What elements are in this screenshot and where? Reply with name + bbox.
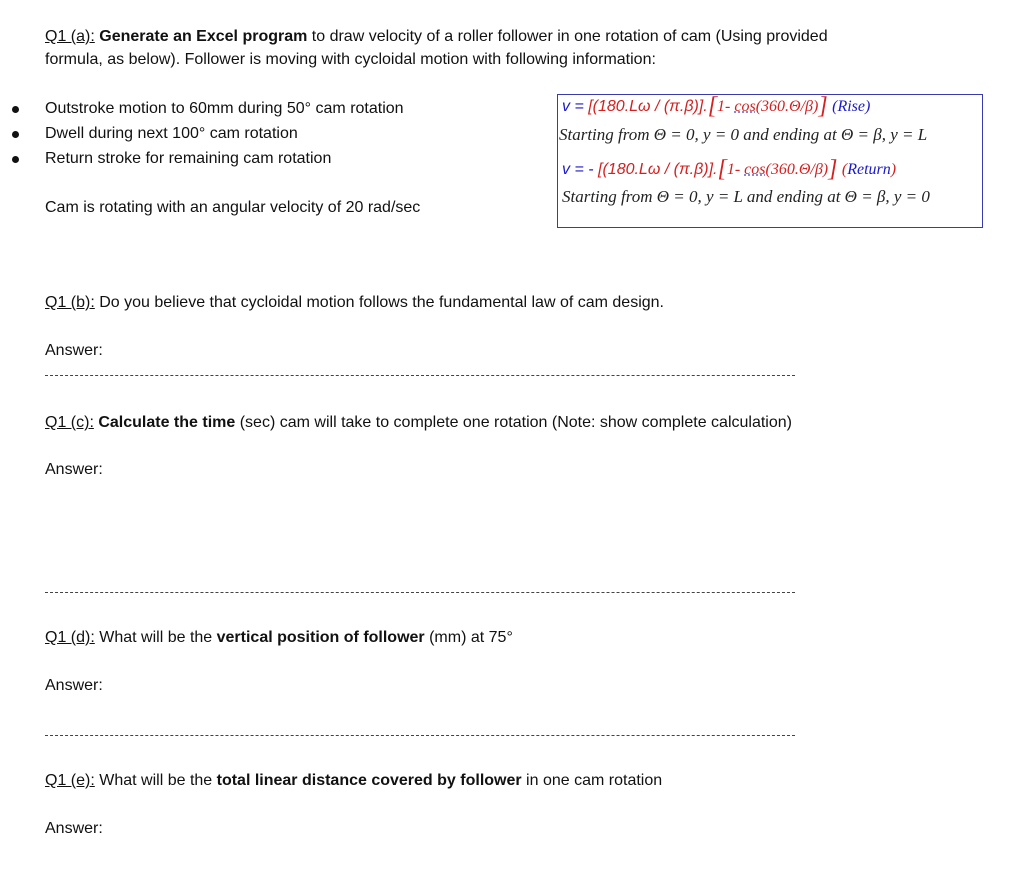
formula-box bbox=[557, 94, 983, 228]
bracket-open: [ bbox=[707, 93, 718, 119]
formula-cos: cos bbox=[744, 161, 766, 178]
formula-part2a: 1- bbox=[726, 161, 745, 178]
formula-part2a: 1- bbox=[717, 98, 735, 115]
q1c-bold: Calculate the time bbox=[98, 414, 236, 431]
angular-velocity-text: Cam is rotating with an angular velocity of 20 rad/sec bbox=[45, 199, 421, 216]
return-formula bbox=[562, 156, 897, 182]
bullet-item: Outstroke motion to 60mm during 50° cam rotation bbox=[45, 100, 404, 117]
answer-label: Answer: bbox=[45, 820, 103, 837]
bullet-icon bbox=[12, 131, 19, 138]
q1b-heading bbox=[45, 294, 664, 312]
bullet-icon bbox=[12, 106, 19, 113]
q1d-text: (mm) at 75° bbox=[424, 629, 513, 646]
bullet-icon bbox=[12, 156, 19, 163]
q1c-label: Q1 (c): bbox=[45, 414, 94, 431]
bullet-item: Return stroke for remaining cam rotation bbox=[45, 150, 332, 167]
q1c-text: (sec) cam will take to complete one rotation (Note: show complete calculation) bbox=[235, 414, 792, 431]
answer-label: Answer: bbox=[45, 677, 103, 694]
paren: ) bbox=[890, 161, 897, 178]
q1d-text: What will be the bbox=[94, 629, 217, 646]
bracket-open: [ bbox=[717, 156, 727, 182]
q1d-heading bbox=[45, 629, 513, 647]
q1a-bold: Generate an Excel program bbox=[99, 28, 308, 45]
formula-part2b: (360.Θ/β) bbox=[755, 98, 819, 115]
q1b-label: Q1 (b): bbox=[45, 294, 95, 311]
q1c-heading bbox=[45, 414, 792, 432]
answer-label: Answer: bbox=[45, 342, 103, 359]
formula-cos: cos bbox=[734, 98, 756, 115]
q1d-label: Q1 (d): bbox=[45, 629, 95, 646]
answer-label: Answer: bbox=[45, 461, 103, 478]
answer-line bbox=[45, 592, 795, 593]
answer-line bbox=[45, 375, 795, 376]
bracket-close: ] bbox=[818, 93, 828, 119]
q1e-text: in one cam rotation bbox=[521, 772, 663, 789]
q1e-text: What will be the bbox=[94, 772, 217, 789]
q1e-bold: total linear distance covered by follower bbox=[216, 772, 522, 789]
q1e-label: Q1 (e): bbox=[45, 772, 95, 789]
rise-condition: Starting from Θ = 0, y = 0 and ending at Θ = β, y = L bbox=[559, 125, 928, 144]
q1a-text: to draw velocity of a roller follower in one rotation of cam (Using provided bbox=[307, 28, 828, 45]
answer-line bbox=[45, 735, 795, 736]
rise-formula bbox=[562, 93, 871, 119]
formula-v: v = bbox=[562, 98, 589, 115]
rise-tag: (Rise) bbox=[832, 98, 871, 115]
q1a-heading bbox=[45, 28, 828, 46]
formula-part2b: (360.Θ/β) bbox=[765, 161, 829, 178]
formula-v: v = - bbox=[562, 161, 599, 178]
formula-part1: [(180.Lω / (π.β)]. bbox=[598, 161, 718, 178]
q1d-bold: vertical position of follower bbox=[216, 629, 425, 646]
q1b-text: Do you believe that cycloidal motion follows the fundamental law of cam design. bbox=[94, 294, 664, 311]
return-condition: Starting from Θ = 0, y = L and ending at Θ = β, y = 0 bbox=[562, 187, 930, 206]
formula-part1: [(180.Lω / (π.β)]. bbox=[588, 98, 708, 115]
bracket-close: ] bbox=[828, 156, 838, 182]
return-tag: Return bbox=[847, 161, 891, 178]
bullet-item: Dwell during next 100° cam rotation bbox=[45, 125, 298, 142]
q1a-label: Q1 (a): bbox=[45, 28, 95, 45]
q1e-heading bbox=[45, 772, 662, 790]
paren: ( bbox=[841, 161, 848, 178]
q1a-line2: formula, as below). Follower is moving with cycloidal motion with following information: bbox=[45, 51, 656, 68]
